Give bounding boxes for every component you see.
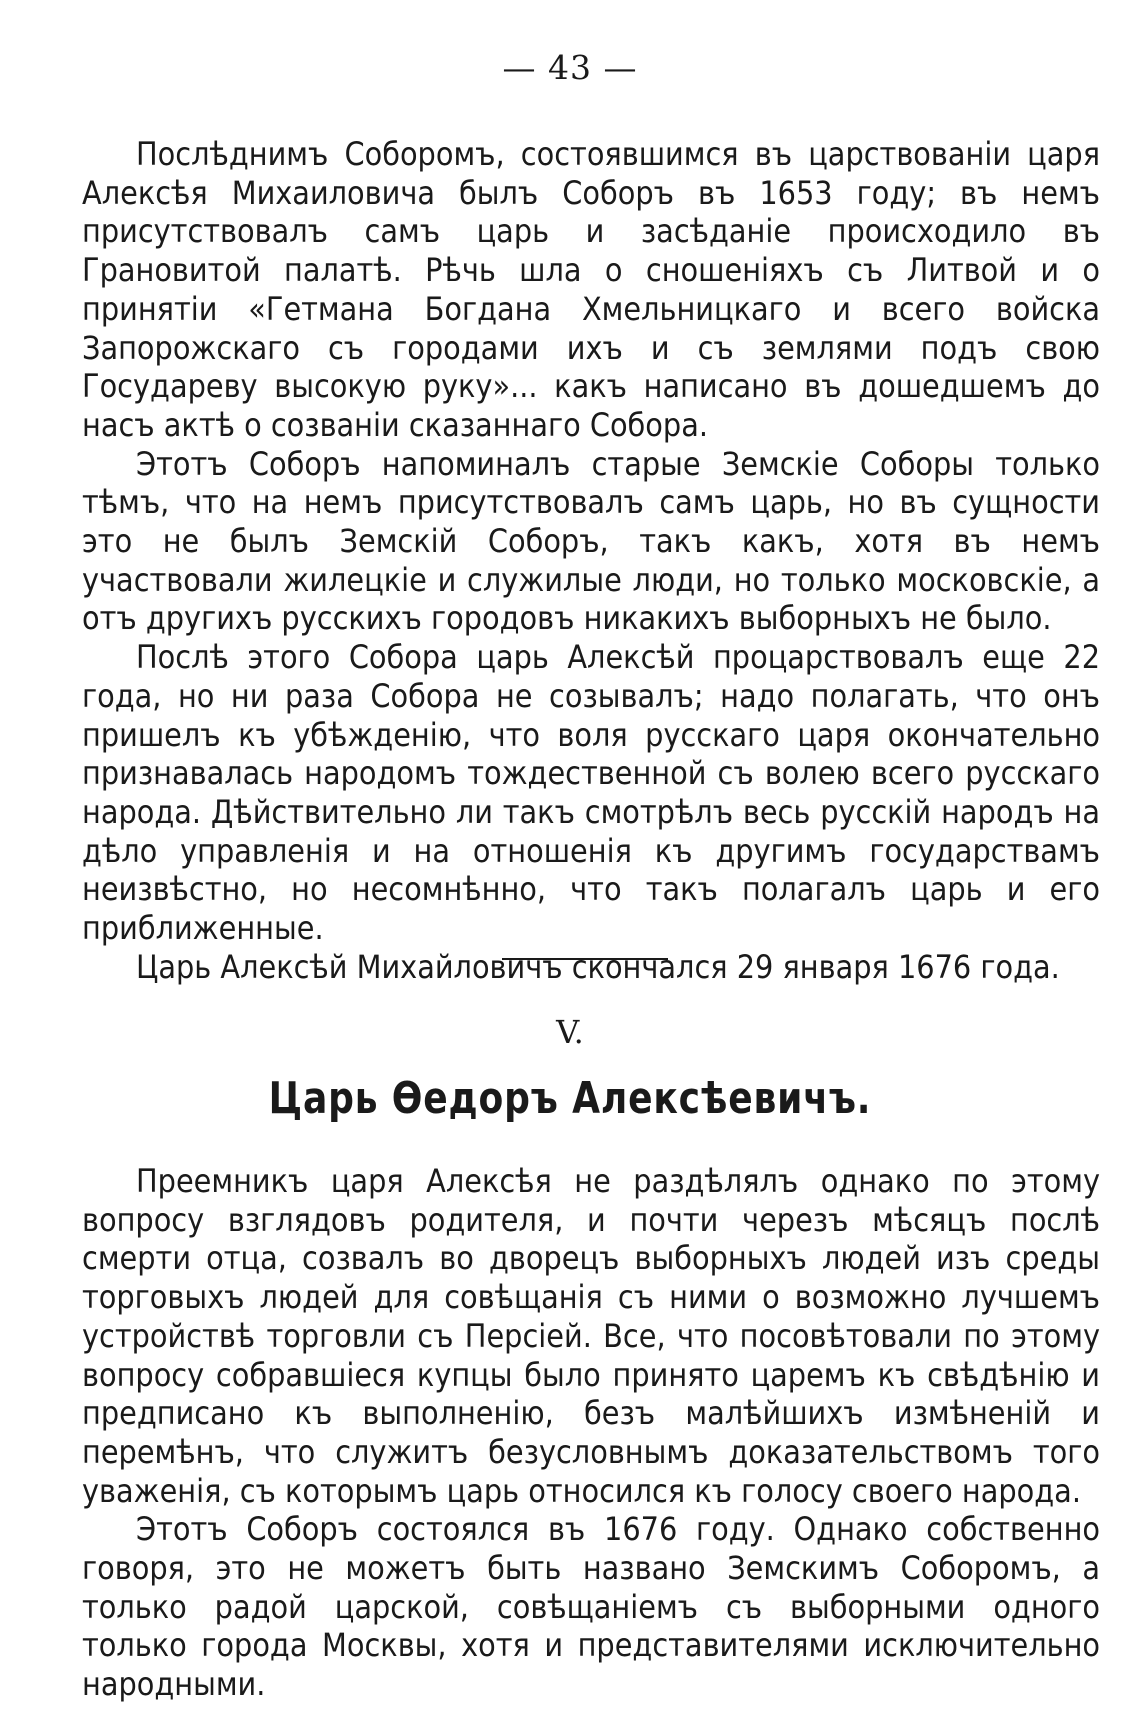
paragraph: Преемникъ царя Алексѣя не раздѣлялъ однако по этому вопросу взглядовъ родителя, и почти черезъ мѣсяцъ послѣ смерти отца, созвалъ во дворецъ выборныхъ людей изъ среды торговыхъ людей для совѣщанія съ ними о возможно лучшемъ устройствѣ торговли съ Персіей. Все, что посовѣтовали по этому вопросу собравшіеся купцы было принято царемъ къ свѣдѣнію и предписано къ выполненію, безъ малѣйшихъ измѣненій и перемѣнъ, что служитъ безусловнымъ доказательствомъ того уваженія, съ которымъ царь относился къ голосу своего народа.	[82, 1162, 1100, 1510]
chapter-numeral: V.	[556, 1013, 584, 1051]
paragraph: Этотъ Соборъ состоялся въ 1676 году. Однако собственно говоря, это не можетъ быть названо Земскимъ Соборомъ, а только радой царской, совѣщаніемъ съ выборными одного только города Москвы, хотя и представителями исключительно народными.	[82, 1510, 1100, 1704]
paragraph: Этотъ Соборъ напоминалъ старые Земскіе Соборы только тѣмъ, что на немъ присутствовалъ самъ царь, но въ сущности это не былъ Земскій Соборъ, такъ какъ, хотя въ немъ участвовали жилецкіе и служилые люди, но только московскіе, а отъ другихъ русскихъ городовъ никакихъ выборныхъ не было.	[82, 444, 1100, 638]
paragraph: Послѣднимъ Соборомъ, состоявшимся въ царствованіи царя Алексѣя Михаиловича былъ Соборъ въ 1653 году; въ немъ присутствовалъ самъ царь и засѣданіе происходило въ Грановитой палатѣ. Рѣчь шла о сношеніяхъ съ Литвой и о принятіи «Гетмана Богдана Хмельницкаго и всего войска Запорожскаго съ городами ихъ и съ землями подъ свою Государеву высокую руку»... какъ написано въ дошедшемъ до насъ актѣ о созваніи сказаннаго Собора.	[82, 135, 1100, 444]
paragraph: Послѣ этого Собора царь Алексѣй процарствовалъ еще 22 года, но ни раза Собора не созывалъ; надо полагать, что онъ пришелъ къ убѣжденію, что воля русскаго царя окончательно признавалась народомъ тождественной съ волею всего русскаго народа. Дѣйствительно ли такъ смотрѣлъ весь русскій народъ на дѣло управленія и на отношенія къ другимъ государствамъ неизвѣстно, но несомнѣнно, что такъ полагалъ царь и его приближенные.	[82, 638, 1100, 948]
section-divider	[502, 958, 668, 960]
chapter-title: Царь Өедоръ Алексѣевичъ.	[268, 1073, 872, 1124]
page-number: — 43 —	[502, 48, 638, 87]
section-2-text	[82, 1162, 1100, 1704]
section-1-text	[82, 135, 1100, 986]
paragraph: Царь Алексѣй Михайловичъ скончался 29 января 1676 года.	[136, 947, 1060, 986]
